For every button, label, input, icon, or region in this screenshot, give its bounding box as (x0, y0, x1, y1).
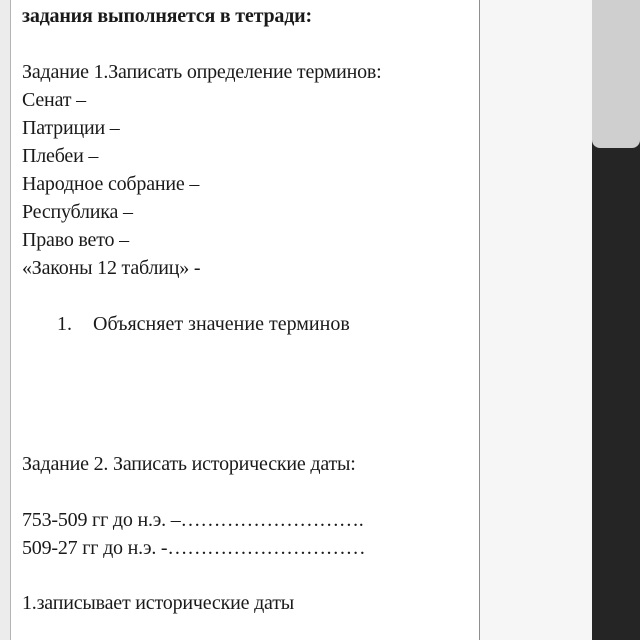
term-twelve-tables: «Законы 12 таблиц» - (22, 257, 201, 279)
list-number: 1. (57, 313, 72, 335)
date-line-2: 509-27 гг до н.э. -………………………… (22, 537, 366, 559)
task2-title: Задание 2. Записать исторические даты: (22, 453, 356, 475)
term-patricians: Патриции – (22, 117, 120, 139)
term-assembly: Народное собрание – (22, 173, 200, 195)
task1-title: Задание 1.Записать определение терминов: (22, 61, 382, 83)
right-gutter (480, 0, 592, 640)
task1-list-item (57, 312, 350, 336)
scrollbar-thumb[interactable] (592, 0, 640, 148)
term-senate: Сенат – (22, 89, 86, 111)
document-page (10, 0, 480, 640)
list-text: Объясняет значение терминов (93, 313, 350, 335)
date-line-1: 753-509 гг до н.э. –………………………. (22, 509, 364, 531)
left-margin (0, 0, 10, 640)
page-heading: задания выполняется в тетради: (22, 5, 312, 27)
term-republic: Республика – (22, 201, 133, 223)
term-plebeians: Плебеи – (22, 145, 99, 167)
term-veto: Право вето – (22, 229, 129, 251)
task2-note: 1.записывает исторические даты (22, 592, 294, 614)
